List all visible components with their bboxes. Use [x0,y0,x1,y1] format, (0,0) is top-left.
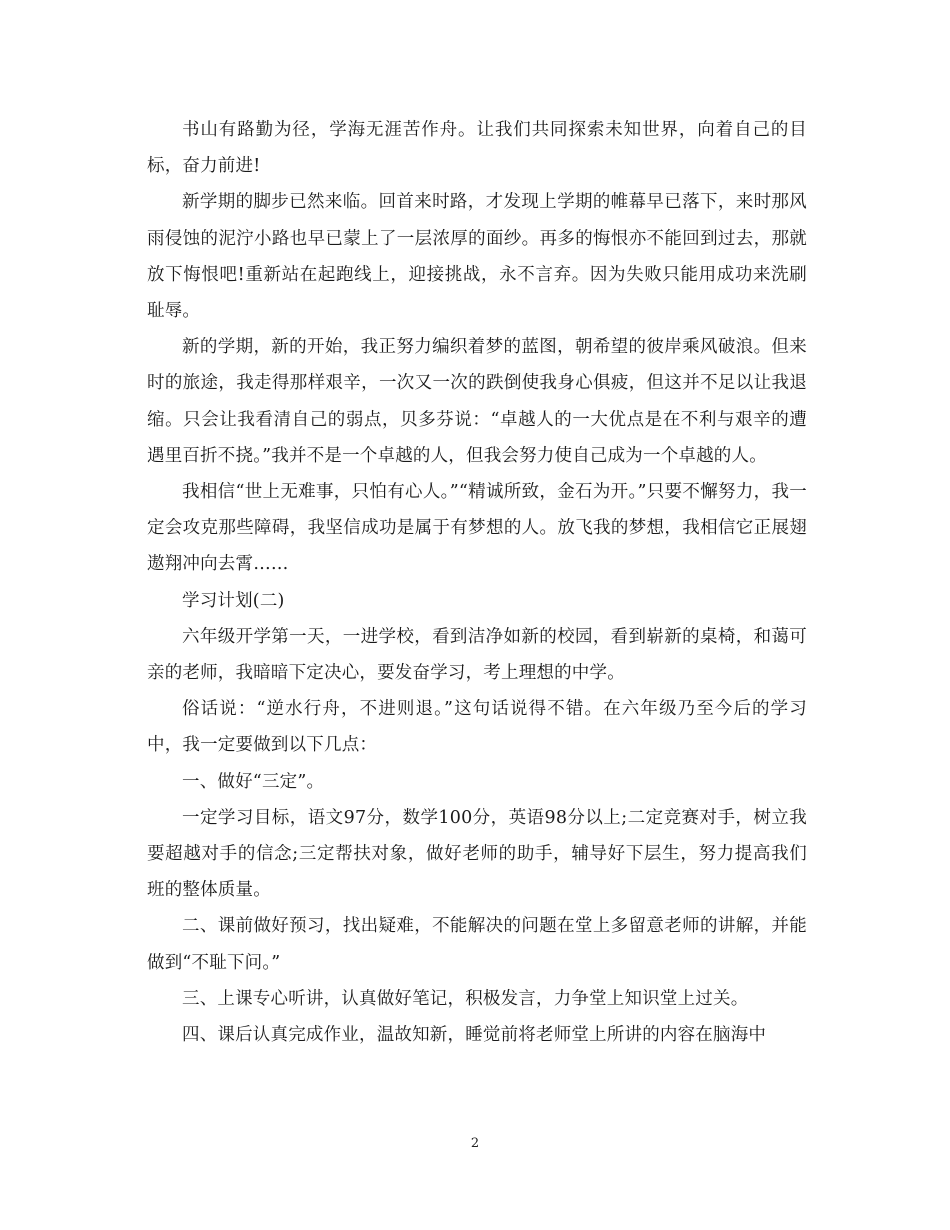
paragraph-new-semester: 新学期的脚步已然来临。回首来时路，才发现上学期的帷幕早已落下，来时那风雨侵蚀的泥泞小路也早已蒙上了一层浓厚的面纱。再多的悔恨亦不能回到过去，那就放下悔恨吧!重新站在起跑线上，迎接挑战，永不言弃。因为失败只能用成功来洗刷耻辱。 [147,192,807,322]
paragraph-intro: 书山有路勤为径，学海无涯苦作舟。让我们共同探索未知世界，向着自己的目标，奋力前进! [147,120,807,177]
paragraph-goals: 一定学习目标，语文97分，数学100分，英语98分以上;二定竞赛对手，树立我要超越对手的信念;三定帮扶对象，做好老师的助手，辅导好下层生，努力提高我们班的整体质量。 [147,807,807,901]
list-item-four: 四、课后认真完成作业，温故知新，睡觉前将老师堂上所讲的内容在脑海中 [182,1025,767,1046]
list-item-two: 二、课前做好预习，找出疑难，不能解决的问题在堂上多留意老师的讲解，并能做到“不耻下问。” [147,916,807,973]
paragraph-belief: 我相信“世上无难事，只怕有心人。”“精诚所致，金石为开。”只要不懈努力，我一定会攻克那些障碍，我坚信成功是属于有梦想的人。放飞我的梦想，我相信它正展翅遨翔冲向去霄…… [147,482,807,575]
list-item-three: 三、上课专心听讲，认真做好笔记，积极发言，力争堂上知识堂上过关。 [182,988,749,1009]
paragraph-proverb: 俗话说：“逆水行舟，不进则退。”这句话说得不错。在六年级乃至今后的学习中，我一定要做到以下几点： [147,699,807,756]
document-body [147,112,807,1053]
page-number: 2 [470,1136,480,1151]
list-item-one: 一、做好“三定”。 [182,771,325,792]
paragraph-new-start: 新的学期，新的开始，我正努力编织着梦的蓝图，朝希望的彼岸乘风破浪。但来时的旅途，我走得那样艰辛，一次又一次的跌倒使我身心俱疲，但这并不足以让我退缩。只会让我看清自己的弱点，贝多芬说：“卓越人的一大优点是在不利与艰辛的遭遇里百折不挠。”我并不是一个卓越的人，但我会努力使自己成为一个卓越的人。 [147,337,807,466]
section-heading-study-plan-2: 学习计划(二) [182,590,285,611]
paragraph-first-day: 六年级开学第一天，一进学校，看到洁净如新的校园，看到崭新的桌椅，和蔼可亲的老师，我暗暗下定决心，要发奋学习，考上理想的中学。 [147,626,807,684]
